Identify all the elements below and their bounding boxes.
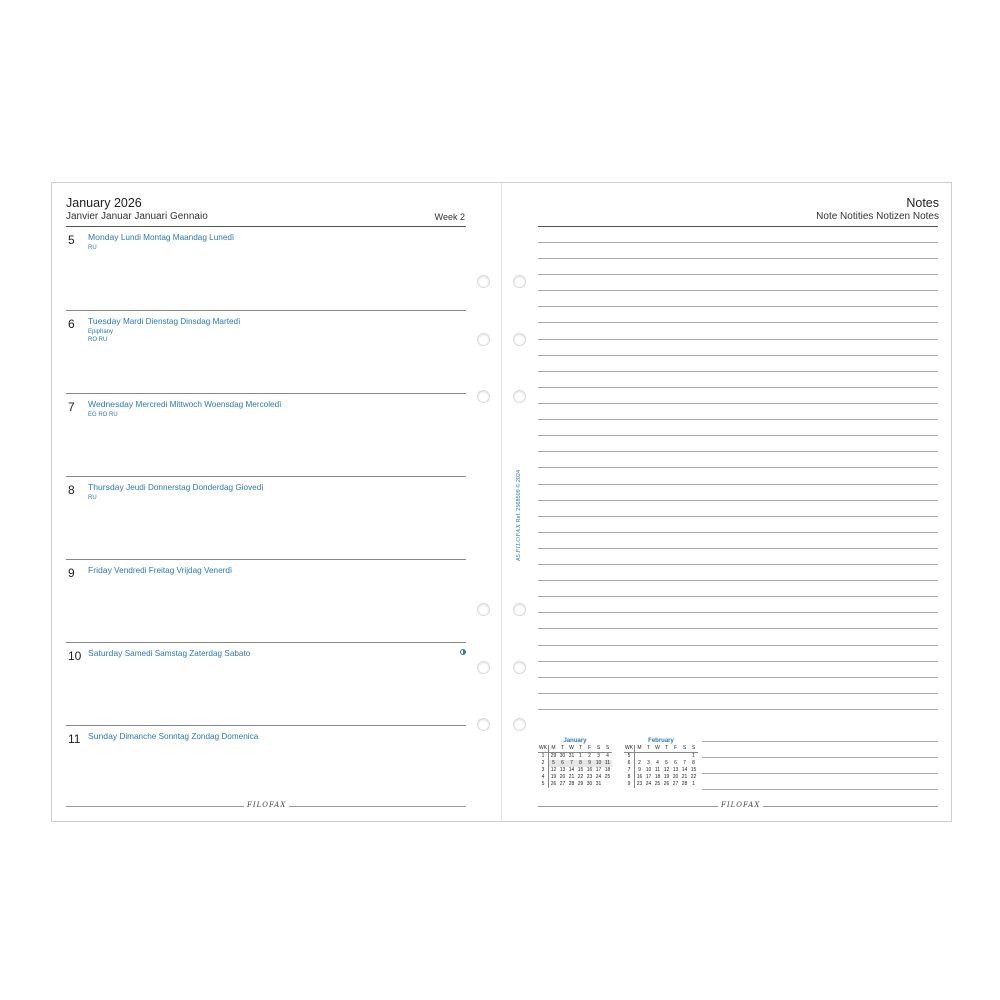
date-cell: 29 bbox=[550, 753, 557, 759]
day-name-en: Monday bbox=[88, 232, 119, 242]
weekday-header: F bbox=[585, 745, 594, 753]
date-cell: 25 bbox=[654, 781, 661, 787]
day-notes bbox=[88, 244, 97, 252]
week-number: 2 bbox=[538, 760, 549, 767]
ring-hole-icon bbox=[513, 390, 526, 403]
note-rule bbox=[538, 628, 938, 629]
date-cell: 12 bbox=[550, 767, 557, 773]
day-name-en: Saturday bbox=[88, 648, 123, 658]
date-cell: 13 bbox=[559, 767, 566, 773]
note-rule bbox=[538, 403, 938, 404]
mini-calendar-week-row bbox=[624, 753, 698, 761]
mini-calendar-february bbox=[624, 738, 698, 788]
mini-calendar-week-row bbox=[538, 760, 612, 767]
date-cell: 5 bbox=[549, 760, 559, 767]
date-cell bbox=[653, 753, 662, 761]
date-cell: 24 bbox=[595, 774, 602, 780]
day-tuesday[interactable] bbox=[66, 310, 466, 393]
date-cell: 31 bbox=[568, 753, 575, 759]
note-rule bbox=[538, 306, 938, 307]
day-name bbox=[88, 482, 264, 492]
date-cell: 21 bbox=[681, 774, 688, 780]
note-rule bbox=[538, 516, 938, 517]
day-name-other: Vendredi Freitag Vrijdag Venerdì bbox=[114, 566, 233, 575]
mini-calendar-week-row bbox=[538, 781, 612, 788]
date-cell: 30 bbox=[586, 781, 593, 787]
week-number: 8 bbox=[624, 774, 635, 781]
day-name bbox=[88, 731, 258, 741]
planner-spread bbox=[51, 182, 952, 822]
note-rule bbox=[702, 757, 938, 758]
week-label: Week 2 bbox=[434, 212, 465, 222]
ring-hole-icon bbox=[477, 333, 490, 346]
weekday-header: S bbox=[680, 745, 689, 753]
ring-hole-icon bbox=[513, 718, 526, 731]
date-cell: 16 bbox=[636, 774, 643, 780]
weekday-header: W bbox=[653, 745, 662, 753]
notes-page bbox=[502, 183, 953, 821]
first-quarter-moon-icon bbox=[460, 649, 466, 655]
day-note-line: RU bbox=[88, 495, 97, 501]
date-cell: 12 bbox=[663, 767, 670, 773]
note-rule bbox=[538, 467, 938, 468]
date-cell: 5 bbox=[665, 760, 668, 766]
week-number: 6 bbox=[624, 760, 635, 767]
date-cell: 8 bbox=[692, 760, 695, 766]
weekday-header: M bbox=[549, 745, 559, 753]
day-note-line: RU bbox=[88, 245, 97, 251]
date-cell: 25 bbox=[604, 774, 611, 780]
date-cell: 27 bbox=[559, 781, 566, 787]
day-name-en: Friday bbox=[88, 565, 112, 575]
day-thursday[interactable] bbox=[66, 476, 466, 559]
weekday-header: S bbox=[594, 745, 603, 753]
weekday-header: T bbox=[558, 745, 567, 753]
date-cell: 1 bbox=[692, 753, 695, 759]
week-number: 4 bbox=[538, 774, 549, 781]
date-cell: 2 bbox=[638, 760, 641, 766]
mini-calendar-week-row bbox=[624, 767, 698, 774]
week-page bbox=[52, 183, 501, 821]
date-cell: 31 bbox=[595, 781, 602, 787]
note-rule bbox=[538, 580, 938, 581]
date-cell bbox=[644, 753, 653, 761]
note-rule bbox=[538, 435, 938, 436]
day-number: 5 bbox=[68, 233, 75, 247]
date-cell: 18 bbox=[604, 767, 611, 773]
day-note-line: EG RO RU bbox=[88, 412, 118, 418]
note-rule bbox=[538, 645, 938, 646]
date-cell: 7 bbox=[567, 760, 576, 767]
ring-hole-icon bbox=[477, 718, 490, 731]
note-rule bbox=[538, 693, 938, 694]
note-rule bbox=[538, 322, 938, 323]
note-rule bbox=[702, 773, 938, 774]
month-title: January 2026 bbox=[66, 196, 142, 210]
note-rule bbox=[538, 612, 938, 613]
date-cell bbox=[680, 753, 689, 761]
date-cell: 9 bbox=[638, 767, 641, 773]
note-rule bbox=[538, 661, 938, 662]
mini-calendar-week-row bbox=[538, 753, 612, 761]
date-cell: 28 bbox=[681, 781, 688, 787]
filofax-logo: FILOFAX bbox=[244, 801, 289, 809]
date-cell: 9 bbox=[585, 760, 594, 767]
note-rule bbox=[538, 242, 938, 243]
day-name bbox=[88, 399, 281, 409]
day-saturday[interactable] bbox=[66, 642, 466, 725]
note-rule bbox=[538, 500, 938, 501]
date-cell: 20 bbox=[559, 774, 566, 780]
ring-hole-icon bbox=[513, 661, 526, 674]
date-cell: 3 bbox=[597, 753, 600, 759]
day-friday[interactable] bbox=[66, 559, 466, 642]
week-number: 7 bbox=[624, 767, 635, 774]
mini-calendar-week-row bbox=[624, 781, 698, 788]
date-cell: 30 bbox=[559, 753, 566, 759]
ring-hole-icon bbox=[513, 603, 526, 616]
day-list bbox=[52, 227, 501, 808]
day-name-en: Sunday bbox=[88, 731, 118, 741]
notes-languages: Note Notities Notizen Notes bbox=[816, 211, 939, 222]
day-name bbox=[88, 648, 250, 658]
ref-size: A5 bbox=[516, 554, 522, 561]
day-name-en: Wednesday bbox=[88, 399, 134, 409]
date-cell: 29 bbox=[577, 781, 584, 787]
date-cell: 4 bbox=[656, 760, 659, 766]
day-note-line: Epiphany bbox=[88, 329, 114, 335]
ref-number: Ref. 2568509 © 2024 bbox=[516, 469, 522, 523]
date-cell: 22 bbox=[577, 774, 584, 780]
note-rule bbox=[702, 741, 938, 742]
mini-calendar-header bbox=[624, 745, 698, 753]
date-cell: 16 bbox=[586, 767, 593, 773]
note-rule bbox=[538, 355, 938, 356]
note-rule bbox=[538, 451, 938, 452]
day-monday[interactable] bbox=[66, 227, 466, 310]
date-cell: 23 bbox=[586, 774, 593, 780]
date-cell: 6 bbox=[558, 760, 567, 767]
ref-brand: FILOFAX bbox=[516, 523, 522, 553]
reference-text bbox=[516, 470, 522, 561]
date-cell: 17 bbox=[595, 767, 602, 773]
date-cell bbox=[635, 753, 645, 761]
date-cell: 15 bbox=[690, 767, 697, 773]
day-number: 7 bbox=[68, 400, 75, 414]
date-cell: 19 bbox=[663, 774, 670, 780]
day-name-other: Samedi Samstag Zaterdag Sabato bbox=[124, 649, 251, 658]
day-name-en: Thursday bbox=[88, 482, 124, 492]
date-cell: 11 bbox=[604, 760, 611, 766]
date-cell: 14 bbox=[568, 767, 575, 773]
date-cell: 7 bbox=[683, 760, 686, 766]
date-cell bbox=[662, 753, 671, 761]
note-rule bbox=[538, 596, 938, 597]
date-cell: 18 bbox=[654, 774, 661, 780]
weekday-header: W bbox=[567, 745, 576, 753]
mini-calendar-week-row bbox=[538, 767, 612, 774]
week-number: 3 bbox=[538, 767, 549, 774]
ring-hole-icon bbox=[477, 661, 490, 674]
date-cell: 4 bbox=[606, 753, 609, 759]
week-number: 1 bbox=[538, 753, 549, 761]
date-cell: 26 bbox=[663, 781, 670, 787]
date-cell: 27 bbox=[672, 781, 679, 787]
weekday-header: T bbox=[644, 745, 653, 753]
note-rule bbox=[538, 564, 938, 565]
day-number: 6 bbox=[68, 317, 75, 331]
note-rule bbox=[538, 258, 938, 259]
mini-calendar-grid bbox=[624, 745, 698, 788]
weekday-header: T bbox=[576, 745, 585, 753]
date-cell: 13 bbox=[672, 767, 679, 773]
mini-calendar-title: January bbox=[563, 738, 587, 744]
day-number: 11 bbox=[68, 732, 81, 746]
day-notes bbox=[88, 328, 113, 344]
day-number: 9 bbox=[68, 566, 75, 580]
day-name-other: Lundi Montag Maandag Lunedì bbox=[120, 233, 235, 242]
note-rule bbox=[538, 387, 938, 388]
date-cell: 10 bbox=[645, 767, 652, 773]
mini-calendar-week-row bbox=[538, 774, 612, 781]
note-rule bbox=[538, 419, 938, 420]
date-cell: 19 bbox=[550, 774, 557, 780]
date-cell: 15 bbox=[577, 767, 584, 773]
weekday-header: T bbox=[662, 745, 671, 753]
date-cell: 21 bbox=[568, 774, 575, 780]
week-number: 5 bbox=[624, 753, 635, 761]
mini-calendar-week-row bbox=[624, 774, 698, 781]
weekday-header: S bbox=[603, 745, 612, 753]
day-notes bbox=[88, 411, 118, 419]
header-rule bbox=[538, 226, 938, 227]
day-name-other: Jeudi Donnerstag Donderdag Giovedì bbox=[126, 483, 264, 492]
date-cell: 1 bbox=[579, 753, 582, 759]
mini-calendar-title: February bbox=[648, 738, 674, 744]
date-cell: 20 bbox=[672, 774, 679, 780]
note-rule bbox=[538, 677, 938, 678]
day-name-other: Dimanche Sonntag Zondag Domenica bbox=[119, 732, 259, 741]
date-cell: 10 bbox=[595, 760, 602, 766]
note-rule bbox=[702, 789, 938, 790]
mini-calendar-grid bbox=[538, 745, 612, 788]
ring-hole-icon bbox=[477, 390, 490, 403]
date-cell: 24 bbox=[645, 781, 652, 787]
day-number: 10 bbox=[68, 649, 82, 663]
ring-hole-icon bbox=[513, 275, 526, 288]
note-rule bbox=[538, 709, 938, 710]
mini-calendar-january bbox=[538, 738, 612, 788]
day-sunday[interactable] bbox=[66, 725, 466, 808]
date-cell: 1 bbox=[692, 781, 695, 787]
date-cell: 3 bbox=[647, 760, 650, 766]
day-name-other: Mardi Dienstag Dinsdag Martedì bbox=[122, 317, 241, 326]
date-cell: 6 bbox=[674, 760, 677, 766]
date-cell: 17 bbox=[645, 774, 652, 780]
weekday-header: M bbox=[635, 745, 645, 753]
date-cell: 8 bbox=[576, 760, 585, 767]
day-name bbox=[88, 232, 234, 242]
note-rule bbox=[538, 532, 938, 533]
notes-title: Notes bbox=[906, 196, 939, 210]
day-name-other: Mercredi Mittwoch Woensdag Mercoledì bbox=[135, 400, 282, 409]
day-name bbox=[88, 565, 232, 575]
ring-hole-icon bbox=[477, 275, 490, 288]
ring-hole-icon bbox=[477, 603, 490, 616]
month-languages: Janvier Januar Januari Gennaio bbox=[66, 211, 208, 222]
date-cell: 11 bbox=[654, 767, 661, 773]
day-notes bbox=[88, 494, 97, 502]
week-number: 5 bbox=[538, 781, 549, 788]
date-cell: 28 bbox=[568, 781, 575, 787]
date-cell bbox=[671, 753, 680, 761]
note-rule bbox=[538, 548, 938, 549]
ring-hole-icon bbox=[513, 333, 526, 346]
day-name bbox=[88, 316, 240, 326]
date-cell: 26 bbox=[550, 781, 557, 787]
date-cell: 22 bbox=[690, 774, 697, 780]
note-rule bbox=[538, 484, 938, 485]
mini-calendar-week-row bbox=[624, 760, 698, 767]
week-number: 9 bbox=[624, 781, 635, 788]
date-cell bbox=[603, 781, 612, 788]
weekday-header: S bbox=[689, 745, 698, 753]
note-rule bbox=[538, 274, 938, 275]
week-col-header: WK bbox=[538, 745, 548, 751]
date-cell: 2 bbox=[588, 753, 591, 759]
filofax-logo: FILOFAX bbox=[718, 801, 763, 809]
note-rule bbox=[538, 371, 938, 372]
note-rule bbox=[538, 290, 938, 291]
day-note-line: RO RU bbox=[88, 337, 108, 343]
day-number: 8 bbox=[68, 483, 75, 497]
date-cell: 14 bbox=[681, 767, 688, 773]
date-cell: 23 bbox=[636, 781, 643, 787]
day-name-en: Tuesday bbox=[88, 316, 121, 326]
note-rule bbox=[538, 339, 938, 340]
day-wednesday[interactable] bbox=[66, 393, 466, 476]
mini-calendar-header bbox=[538, 745, 612, 753]
weekday-header: F bbox=[671, 745, 680, 753]
week-col-header: WK bbox=[624, 745, 634, 751]
